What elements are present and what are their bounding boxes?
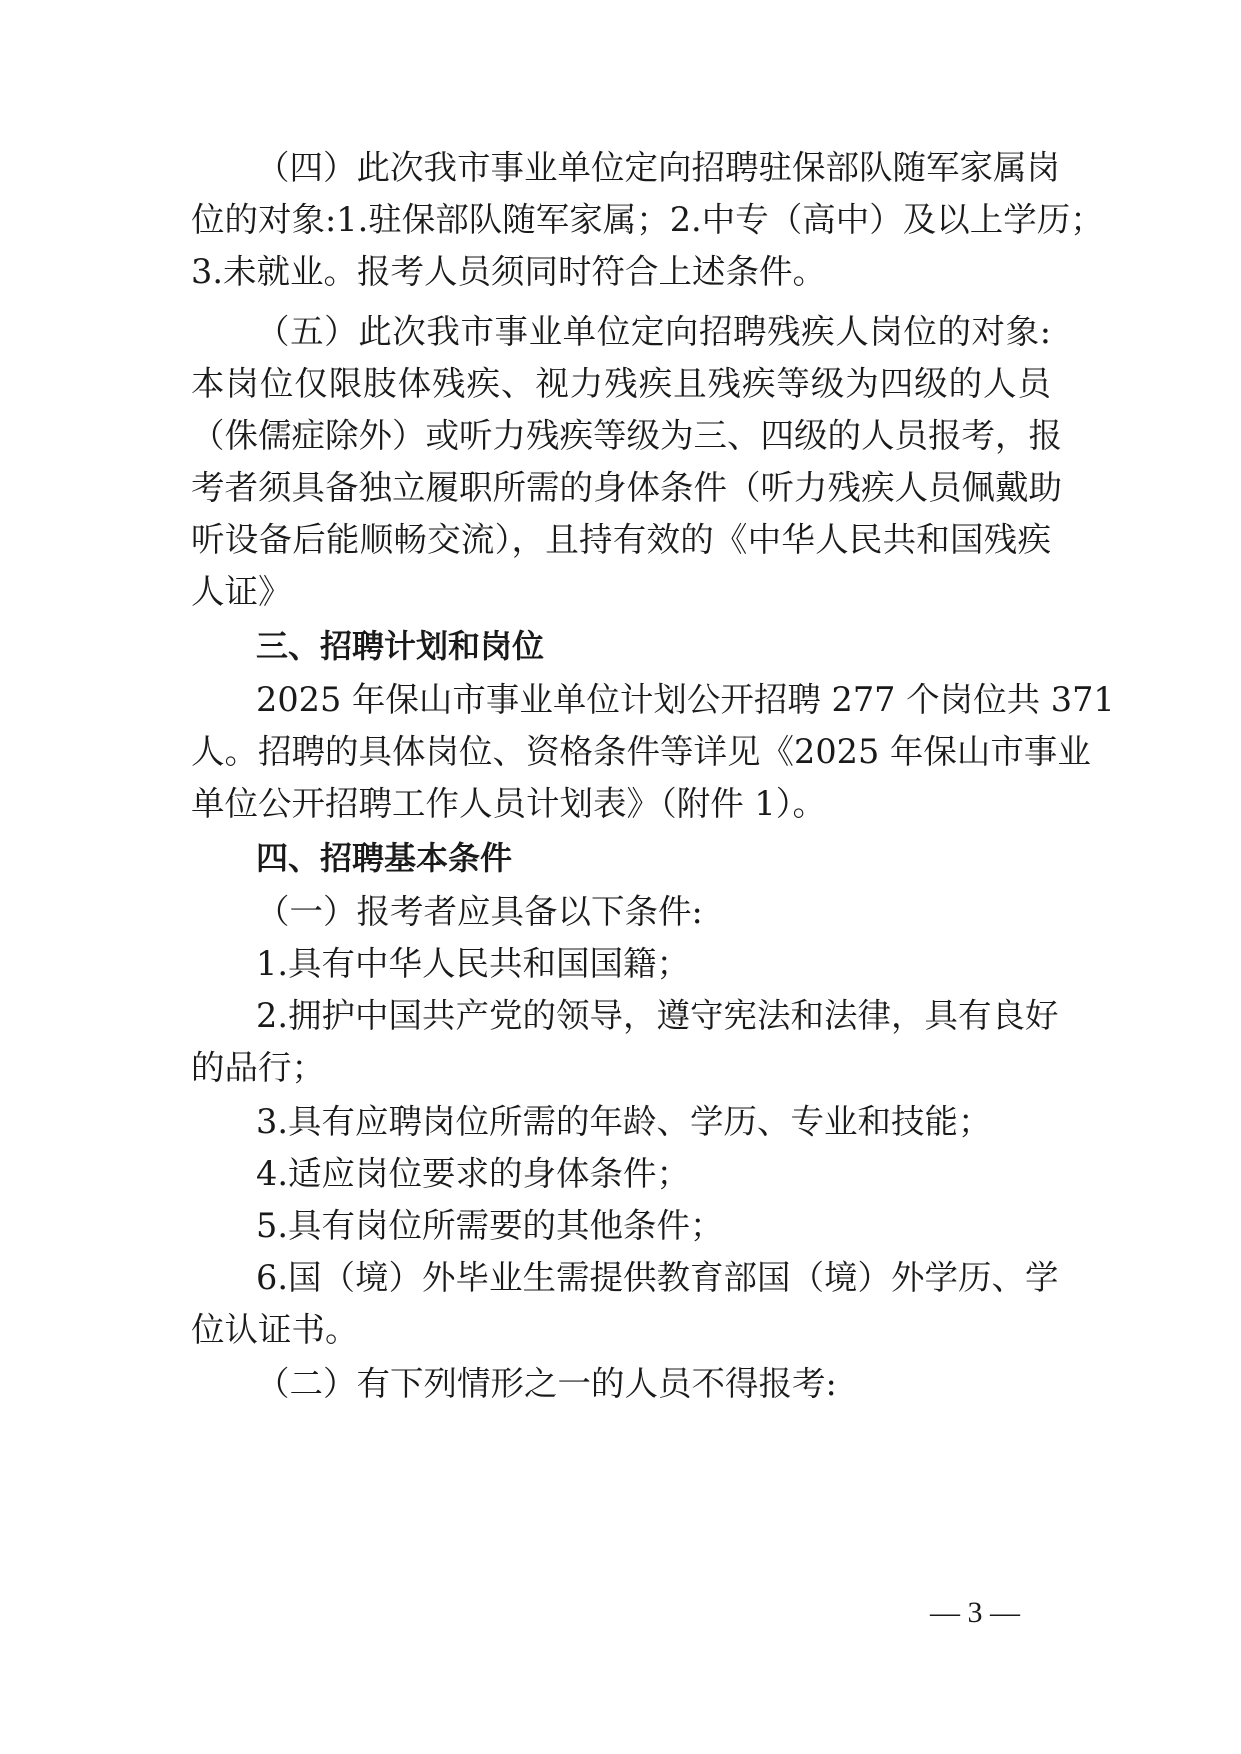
section-3-line-2: 人。招聘的具体岗位、资格条件等详见《2025 年保山市事业	[191, 732, 1091, 771]
section-3-line-3: 单位公开招聘工作人员计划表》（附件 1）。	[191, 784, 826, 823]
paragraph-4-line-3: 3.未就业。报考人员须同时符合上述条件。	[191, 252, 826, 291]
condition-6-line-1: 6.国（境）外毕业生需提供教育部国（境）外学历、学	[256, 1258, 1059, 1297]
condition-3: 3.具有应聘岗位所需的年龄、学历、专业和技能；	[256, 1102, 992, 1141]
paragraph-5-line-2: 本岗位仅限肢体残疾、视力残疾且残疾等级为四级的人员	[191, 364, 1051, 403]
paragraph-4-line-2: 位的对象:1.驻保部队随军家属；2.中专（高中）及以上学历；	[191, 200, 1104, 239]
paragraph-4-line-1: （四）此次我市事业单位定向招聘驻保部队随军家属岗	[256, 148, 1060, 187]
condition-1: 1.具有中华人民共和国国籍；	[256, 944, 690, 983]
subsection-1-title: （一）报考者应具备以下条件:	[256, 892, 703, 931]
paragraph-5-line-4: 考者须具备独立履职所需的身体条件（听力残疾人员佩戴助	[191, 468, 1062, 507]
paragraph-5-line-1: （五）此次我市事业单位定向招聘残疾人岗位的对象:	[256, 312, 1051, 351]
section-3-line-1: 2025 年保山市事业单位计划公开招聘 277 个岗位共 371	[256, 680, 1115, 719]
page-number: — 3 —	[930, 1596, 1020, 1629]
section-heading-3: 三、招聘计划和岗位	[256, 627, 545, 665]
section-heading-4: 四、招聘基本条件	[256, 839, 513, 877]
subsection-2-title: （二）有下列情形之一的人员不得报考:	[256, 1364, 837, 1403]
condition-4: 4.适应岗位要求的身体条件；	[256, 1154, 690, 1193]
paragraph-5-line-3: （侏儒症除外）或听力残疾等级为三、四级的人员报考，报	[191, 416, 1062, 455]
paragraph-5-line-5: 听设备后能顺畅交流），且持有效的《中华人民共和国残疾	[191, 520, 1051, 559]
condition-2-line-1: 2.拥护中国共产党的领导，遵守宪法和法律，具有良好	[256, 996, 1059, 1035]
condition-5: 5.具有岗位所需要的其他条件；	[256, 1206, 724, 1245]
paragraph-5-line-6: 人证》	[191, 572, 292, 611]
condition-2-line-2: 的品行；	[191, 1048, 325, 1087]
condition-6-line-2: 位认证书。	[191, 1310, 359, 1349]
